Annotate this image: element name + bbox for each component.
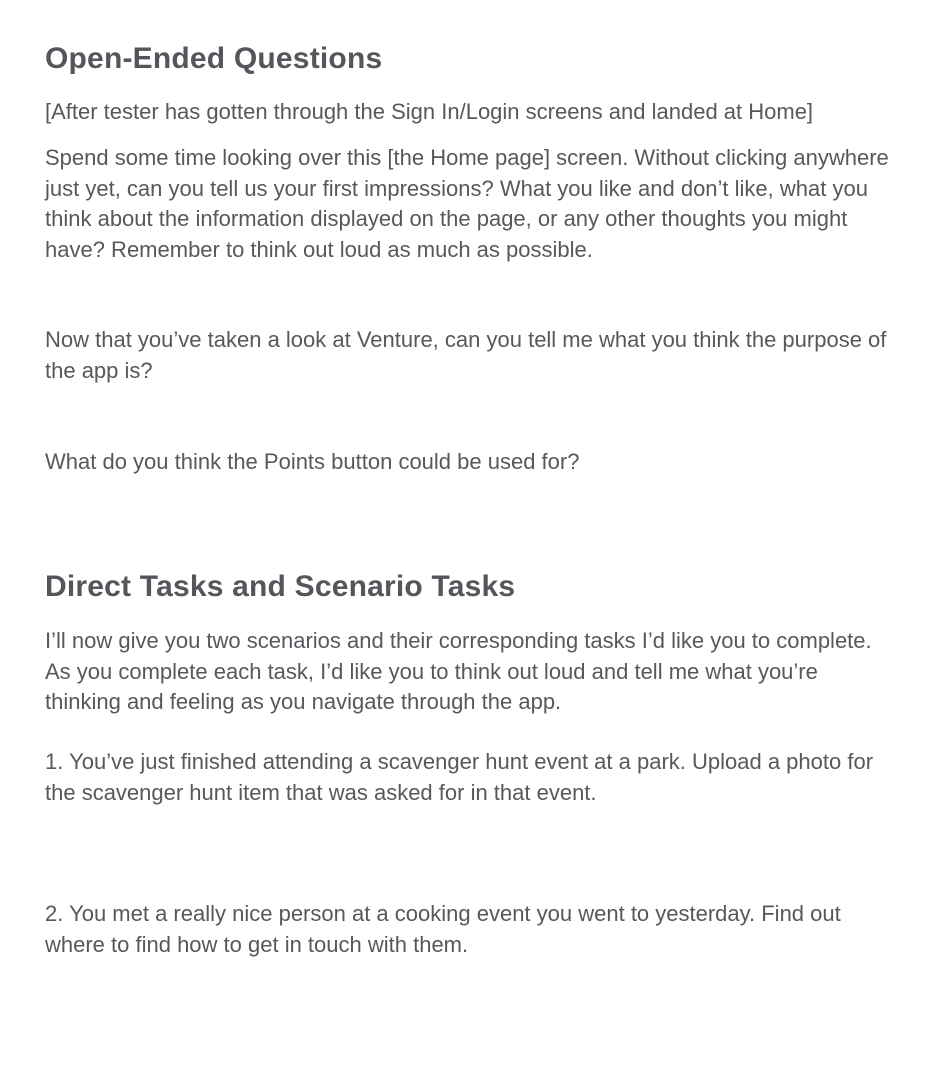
direct-tasks-intro: I’ll now give you two scenarios and their corresponding tasks I’d like you to complete. As you complete each task, I’d like you to think out loud and tell me what you’re thinking and feeling as you navigate through the app. <box>45 628 872 714</box>
open-ended-question-3: What do you think the Points button could be used for? <box>45 449 580 474</box>
section-heading-direct-tasks: Direct Tasks and Scenario Tasks <box>45 570 516 603</box>
open-ended-question-2: Now that you’ve taken a look at Venture, can you tell me what you think the purpose of the app is? <box>45 327 887 383</box>
task-1: 1. You’ve just finished attending a scavenger hunt event at a park. Upload a photo for the scavenger hunt item that was asked for in that event. <box>45 749 874 805</box>
section-heading-open-ended: Open-Ended Questions <box>45 42 383 75</box>
task-2: 2. You met a really nice person at a cooking event you went to yesterday. Find out where to find how to get in touch with them. <box>45 901 841 957</box>
open-ended-question-1: Spend some time looking over this [the Home page] screen. Without clicking anywhere just yet, can you tell us your first impressions? What you like and don’t like, what you think about the information displayed on the page, or any other thoughts you might have? Remember to think out loud as much as possible. <box>45 145 889 262</box>
open-ended-intro: [After tester has gotten through the Sign In/Login screens and landed at Home] <box>45 99 814 124</box>
